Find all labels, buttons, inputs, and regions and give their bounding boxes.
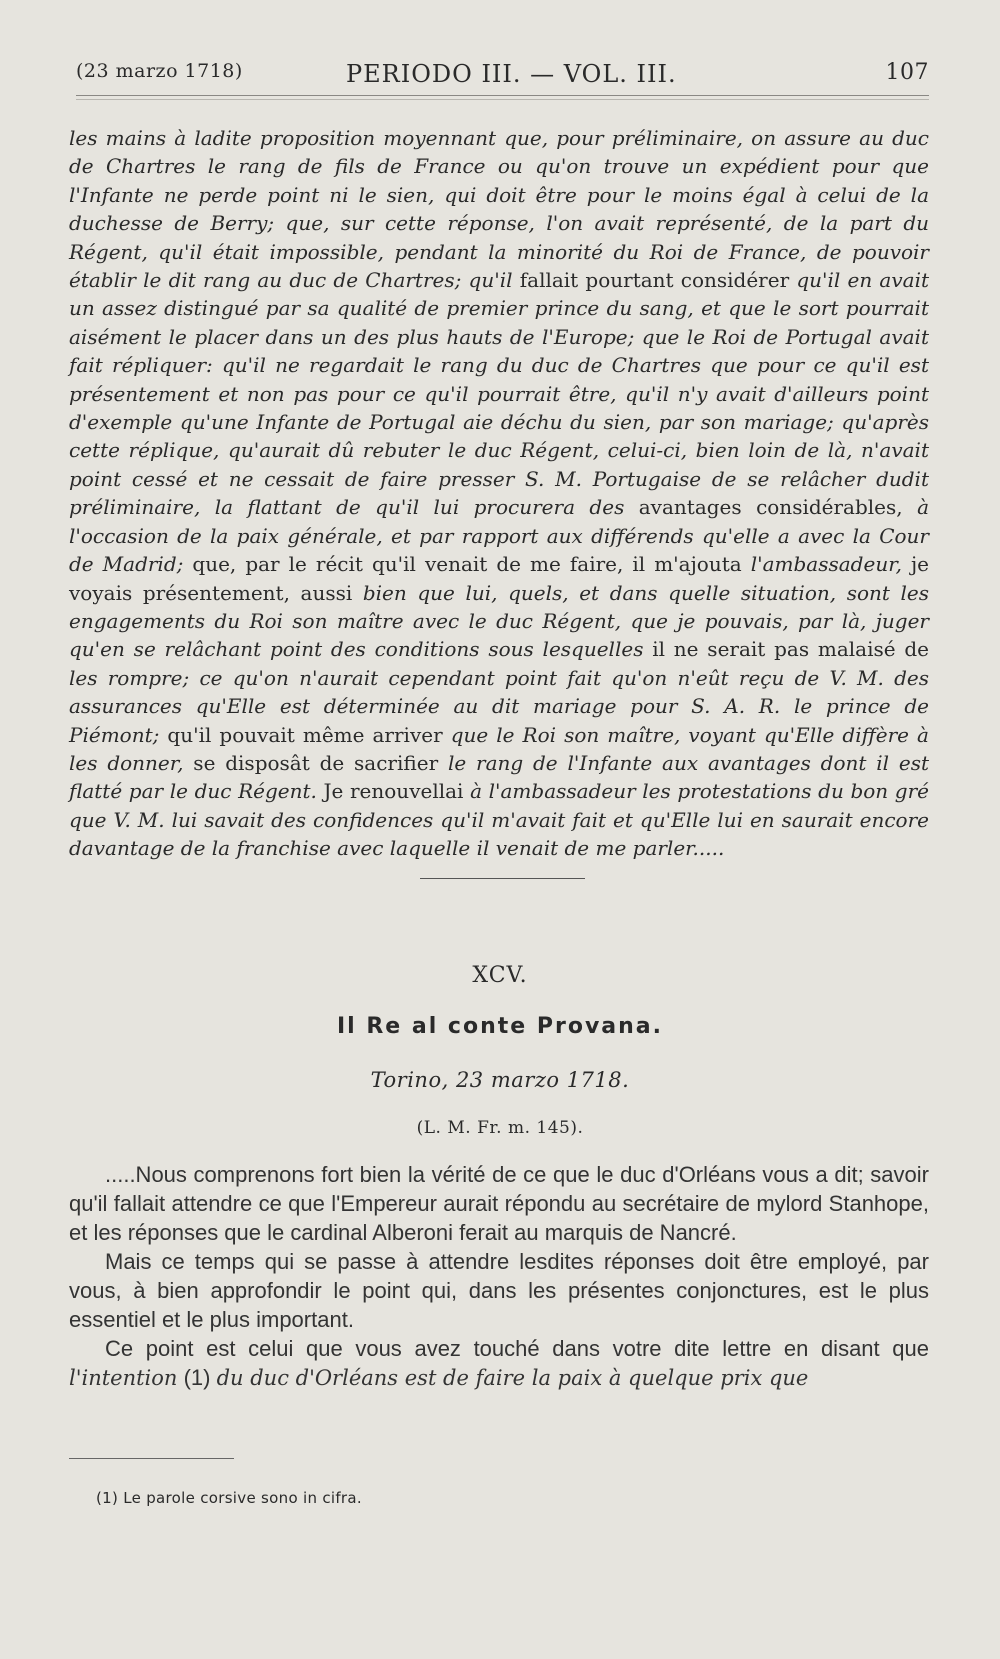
place-date: Torino, 23 marzo 1718. — [370, 1068, 630, 1092]
letter-body — [69, 1160, 929, 1393]
archival-source: (L. M. Fr. m. 145). — [416, 1118, 584, 1138]
footnote-rule — [69, 1458, 234, 1459]
section-separator — [420, 878, 585, 879]
page-number: 107 — [885, 60, 929, 85]
header-rule-secondary — [76, 99, 929, 100]
letter-paragraph-3 — [69, 1334, 929, 1393]
paragraph-3-text: Ce point est celui que vous avez touché dans votre dite lettre en disant que — [105, 1336, 929, 1361]
footnote-marker: (1) — [177, 1365, 217, 1390]
document-number: XCV. — [472, 963, 528, 988]
footnote: (1) Le parole corsive sono in cifra. — [96, 1489, 362, 1507]
header-date: (23 marzo 1718) — [76, 60, 243, 82]
document-title: Il Re al conte Provana. — [336, 1014, 663, 1039]
running-header — [76, 60, 929, 94]
paragraph-3-italic-2: du duc d'Orléans est de faire la paix à quelque prix que — [216, 1366, 809, 1390]
continued-paragraph: les mains à ladite proposition moyennant que, pour préliminaire, on assure au duc de Chartres le rang de fils de France ou qu'on trouve un expédient pour que l'Infante ne perde point ni le sien, qui doit être pour le moins égal à celui de la duchesse de Berry; que, sur cette réponse, l'on avait représenté, de la part du Régent, qu'il était impossible, pendant la minorité du Roi de France, de pouvoir établir le dit rang au duc de Chartres; qu'il fallait pourtant considérer qu'il en avait un assez distingué par sa qualité de premier prince du sang, et que le sort pourrait aisément le placer dans un des plus hauts de l'Europe; que le Roi de Portugal avait fait répliquer: qu'il ne regardait le rang du duc de Chartres que pour ce qu'il est présentement et non pas pour ce qu'il pourrait être, qu'il n'y avait d'ailleurs point d'exemple qu'une Infante de Portugal aie déchu du sien, par son mariage; qu'après cette réplique, qu'aurait dû rebuter le duc Régent, celui-ci, bien loin de là, n'avait point cessé et ne cessait de faire presser S. M. Portugaise de se relâcher dudit préliminaire, la flattant de qu'il lui procurera des avantages considérables, à l'occasion de la paix générale, et par rapport aux différends qu'elle a avec la Cour de Madrid; que, par le récit qu'il venait de me faire, il m'ajouta l'ambassadeur, je voyais présentement, aussi bien que lui, quels, et dans quelle situation, sont les engagements du Roi son maître avec le duc Régent, que je pouvais, par là, juger qu'en se relâchant point des conditions sous lesquelles il ne serait pas malaisé de les rompre; ce qu'on n'aurait cependant point fait qu'on n'eût reçu de V. M. des assurances qu'Elle est déterminée au dit mariage pour S. A. R. le prince de Piémont; qu'il pouvait même arriver que le Roi son maître, voyant qu'Elle diffère à les donner, se disposât de sacrifier le rang de l'Infante aux avantages dont il est flatté par le duc Régent. Je renouvellai à l'ambassadeur les protestations du bon gré que V. M. lui savait des confidences qu'il m'avait fait et qu'Elle lui en saurait encore davantage de la franchise avec laquelle il venait de me parler..... — [69, 126, 930, 861]
header-rule — [76, 95, 929, 96]
paragraph-3-italic-1: l'intention — [69, 1366, 178, 1390]
continued-text — [69, 124, 929, 863]
letter-paragraph-2: Mais ce temps qui se passe à attendre lesdites réponses doit être employé, par vous, à bien approfondir le point qui, dans les présentes conjonctures, est le plus essentiel et le plus important. — [69, 1249, 929, 1332]
header-title: PERIODO III. — VOL. III. — [346, 60, 677, 88]
letter-paragraph-1: .....Nous comprenons fort bien la vérité de ce que le duc d'Orléans vous a dit; savoir qu'il fallait attendre ce que l'Empereur aurait répondu au secrétaire de mylord Stanhope, et les réponses que le cardinal Alberoni ferait au marquis de Nancré. — [69, 1162, 929, 1245]
